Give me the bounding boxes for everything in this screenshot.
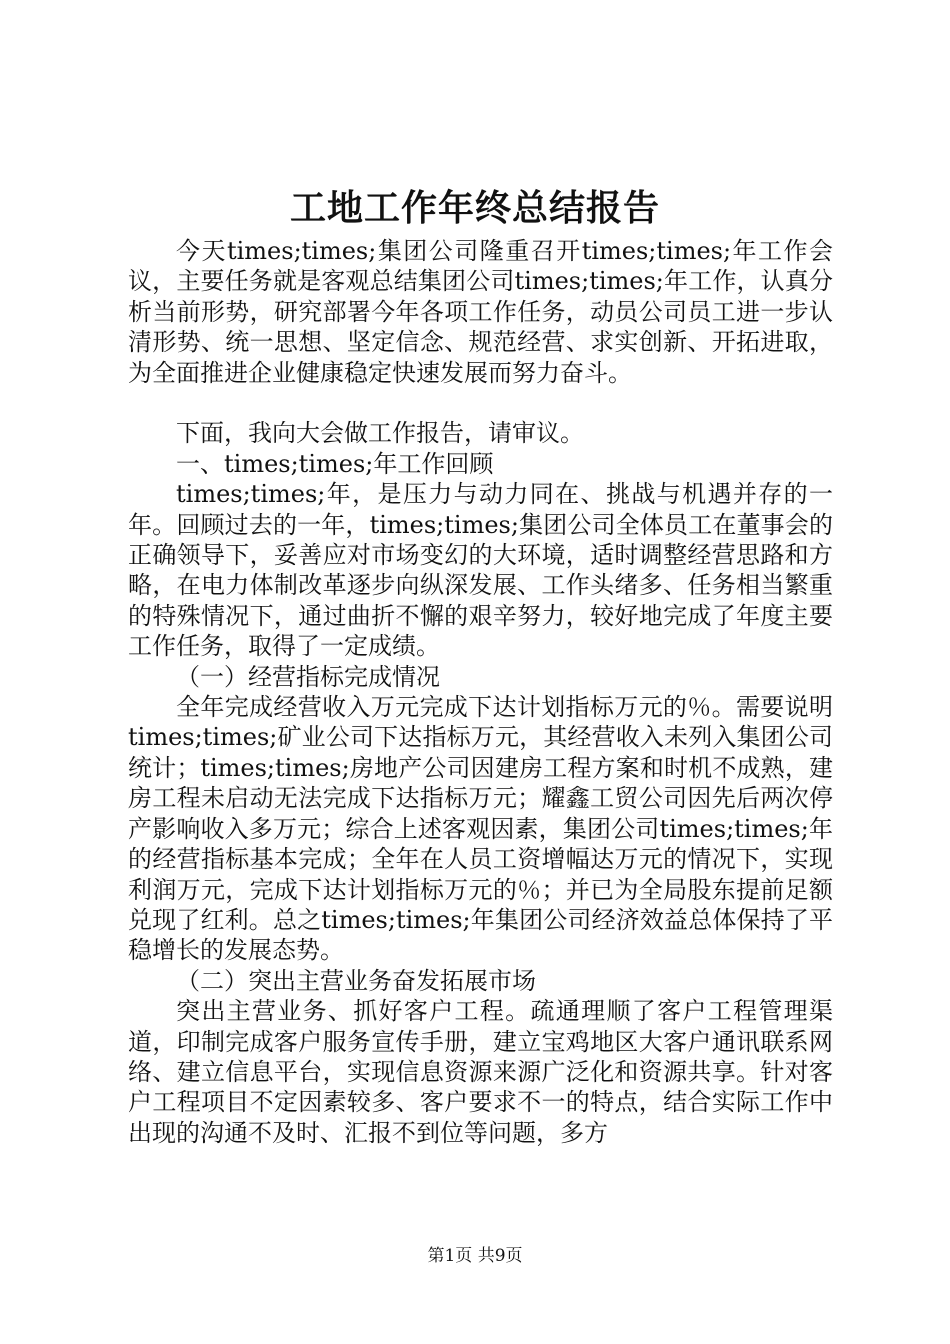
paragraph-report-intro: 下面，我向大会做工作报告，请审议。 <box>176 419 584 448</box>
paragraph-market: 突出主营业务、抓好客户工程。疏通理顺了客户工程管理渠道，印制完成客户服务宣传手册，建立宝鸡地区大客户通讯联系网络、建立信息平台，实现信息资源来源广泛化和资源共享。针对客户工程项目不定因素较多、客户要求不一的特点，结合实际工作中出现的沟通不及时、汇报不到位等问题，多方 <box>128 997 833 1147</box>
paragraph-indicators: 全年完成经营收入万元完成下达计划指标万元的％。需要说明times;times;矿业公司下达指标万元，其经营收入未列入集团公司统计；times;times;房地产公司因建房工程方案和时机不成熟，建房工程未启动无法完成下达指标万元；耀鑫工贸公司因先后两次停产影响收入多万元；综合上述客观因素，集团公司times;times;年的经营指标基本完成；全年在人员工资增幅达万元的情况下，实现利润万元，完成下达计划指标万元的％；并已为全局股东提前足额兑现了红利。总之times;times;年集团公司经济效益总体保持了平稳增长的发展态势。 <box>128 693 833 965</box>
section-heading-review: 一、times;times;年工作回顾 <box>176 449 494 478</box>
paragraph-review: times;times;年，是压力与动力同在、挑战与机遇并存的一年。回顾过去的一年，times;times;集团公司全体员工在董事会的正确领导下，妥善应对市场变幻的大环境，适时调整经营思路和方略，在电力体制改革逐步向纵深发展、工作头绪多、任务相当繁重的特殊情况下，通过曲折不懈的艰辛努力，较好地完成了年度主要工作任务，取得了一定成绩。 <box>128 480 833 661</box>
document-title: 工地工作年终总结报告 <box>289 187 660 229</box>
paragraph-intro: 今天times;times;集团公司隆重召开times;times;年工作会议，主要任务就是客观总结集团公司times;times;年工作，认真分析当前形势，研究部署今年各项工作任务，动员公司员工进一步认清形势、统一思想、坚定信念、规范经营、求实创新、开拓进取，为全面推进企业健康稳定快速发展而努力奋斗。 <box>128 237 833 387</box>
page-footer: 第1页 共9页 <box>427 1246 523 1266</box>
document-body <box>128 236 833 1148</box>
subsection-heading-market: （二）突出主营业务奋发拓展市场 <box>176 966 536 995</box>
blank-line <box>128 388 833 418</box>
subsection-heading-indicators: （一）经营指标完成情况 <box>176 662 440 691</box>
